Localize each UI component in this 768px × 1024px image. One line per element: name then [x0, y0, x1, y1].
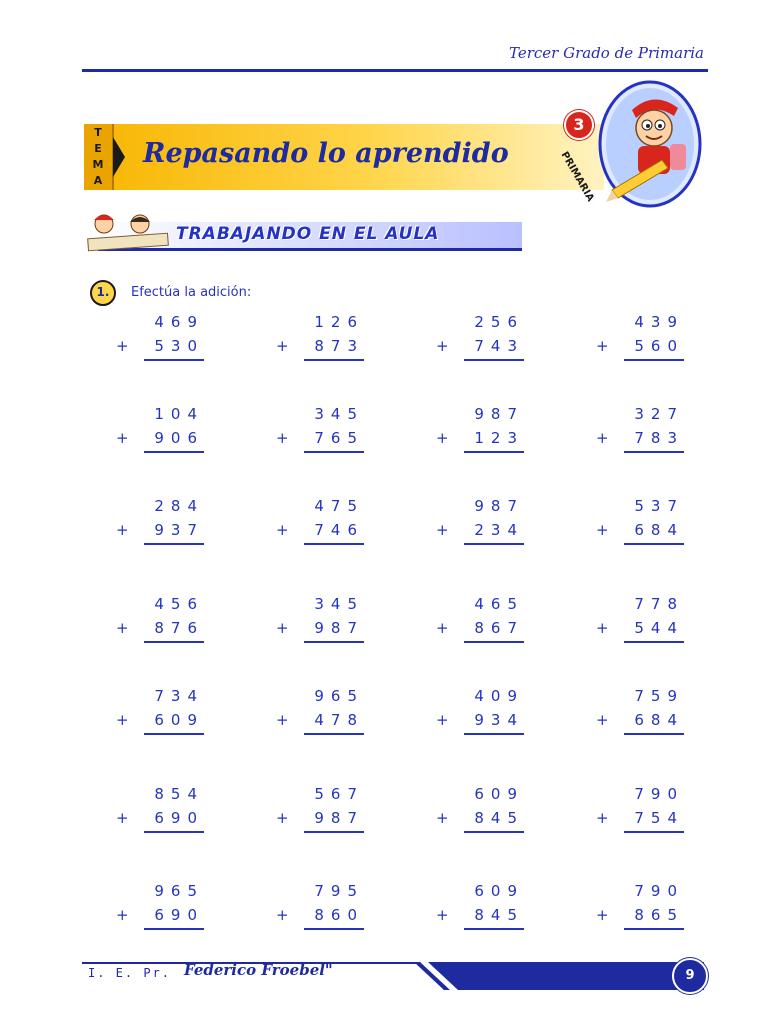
- exercise-instruction: Efectúa la adición:: [131, 285, 252, 300]
- addend-top: 537: [634, 497, 684, 515]
- sum-line: [144, 928, 204, 930]
- addition-problem: [116, 687, 226, 737]
- sum-line: [464, 831, 524, 833]
- addend-top: 439: [634, 313, 684, 331]
- addend-bottom: 478: [314, 711, 364, 729]
- tema-title: Repasando lo aprendido: [143, 138, 509, 169]
- addition-problem: [276, 595, 386, 645]
- tema-letter: T: [94, 126, 102, 139]
- addend-bottom: 690: [154, 809, 204, 827]
- sum-line: [464, 543, 524, 545]
- plus-sign: +: [436, 906, 449, 924]
- addend-bottom: 234: [474, 521, 524, 539]
- plus-sign: +: [596, 711, 609, 729]
- addition-problem: [276, 405, 386, 455]
- addend-bottom: 987: [314, 809, 364, 827]
- sum-line: [304, 543, 364, 545]
- plus-sign: +: [276, 337, 289, 355]
- addend-top: 987: [474, 497, 524, 515]
- addend-bottom: 865: [634, 906, 684, 924]
- plus-sign: +: [596, 809, 609, 827]
- tema-letter: M: [92, 158, 104, 171]
- sum-line: [464, 928, 524, 930]
- addition-problem: [436, 785, 546, 835]
- plus-sign: +: [116, 711, 129, 729]
- student-mascot-illustration: [592, 80, 702, 208]
- grade-badge: 3: [564, 110, 594, 140]
- addend-top: 126: [314, 313, 364, 331]
- sum-line: [304, 641, 364, 643]
- addend-top: 567: [314, 785, 364, 803]
- addend-bottom: 684: [634, 711, 684, 729]
- addition-problem: [436, 882, 546, 932]
- plus-sign: +: [436, 429, 449, 447]
- addend-bottom: 987: [314, 619, 364, 637]
- addition-problem: [596, 497, 706, 547]
- addition-problem: [436, 405, 546, 455]
- footer-school-prefix: I. E. Pr.: [88, 966, 172, 980]
- plus-sign: +: [116, 906, 129, 924]
- addend-bottom: 690: [154, 906, 204, 924]
- addend-bottom: 934: [474, 711, 524, 729]
- section-title: TRABAJANDO EN EL AULA: [176, 224, 440, 244]
- plus-sign: +: [116, 521, 129, 539]
- plus-sign: +: [276, 711, 289, 729]
- addition-problem: [116, 405, 226, 455]
- kids-writing-icon: [84, 210, 174, 252]
- addend-top: 469: [154, 313, 204, 331]
- plus-sign: +: [276, 521, 289, 539]
- sum-line: [144, 733, 204, 735]
- plus-sign: +: [276, 619, 289, 637]
- addend-top: 284: [154, 497, 204, 515]
- sum-line: [464, 359, 524, 361]
- plus-sign: +: [116, 809, 129, 827]
- plus-sign: +: [276, 906, 289, 924]
- plus-sign: +: [436, 619, 449, 637]
- addition-problem: [436, 687, 546, 737]
- plus-sign: +: [596, 429, 609, 447]
- addend-bottom: 765: [314, 429, 364, 447]
- addition-problem: [116, 595, 226, 645]
- sum-line: [464, 641, 524, 643]
- addend-bottom: 867: [474, 619, 524, 637]
- addend-bottom: 937: [154, 521, 204, 539]
- addition-problem: [116, 785, 226, 835]
- sum-line: [624, 733, 684, 735]
- addend-bottom: 530: [154, 337, 204, 355]
- footer-band: [414, 962, 704, 990]
- addend-bottom: 123: [474, 429, 524, 447]
- plus-sign: +: [596, 521, 609, 539]
- addition-problem: [276, 687, 386, 737]
- tema-tab: [84, 124, 114, 190]
- plus-sign: +: [596, 906, 609, 924]
- addition-problem: [596, 882, 706, 932]
- sum-line: [624, 451, 684, 453]
- plus-sign: +: [436, 711, 449, 729]
- addition-problem: [276, 785, 386, 835]
- addend-bottom: 743: [474, 337, 524, 355]
- sum-line: [144, 641, 204, 643]
- addend-bottom: 906: [154, 429, 204, 447]
- addition-problem: [116, 497, 226, 547]
- plus-sign: +: [276, 429, 289, 447]
- tema-letter: E: [94, 142, 102, 155]
- addend-top: 475: [314, 497, 364, 515]
- addend-top: 790: [634, 785, 684, 803]
- addend-bottom: 754: [634, 809, 684, 827]
- grade-badge-label: PRIMARIA: [558, 150, 596, 204]
- sum-line: [144, 831, 204, 833]
- plus-sign: +: [116, 429, 129, 447]
- addend-bottom: 845: [474, 906, 524, 924]
- addition-problem: [276, 882, 386, 932]
- sum-line: [624, 359, 684, 361]
- addend-top: 465: [474, 595, 524, 613]
- addend-bottom: 684: [634, 521, 684, 539]
- sum-line: [304, 359, 364, 361]
- addition-problem: [276, 497, 386, 547]
- addend-top: 965: [314, 687, 364, 705]
- addition-problem: [436, 497, 546, 547]
- addend-bottom: 783: [634, 429, 684, 447]
- addend-top: 456: [154, 595, 204, 613]
- addend-top: 795: [314, 882, 364, 900]
- footer-school-name: Federico Froebel": [184, 961, 333, 979]
- addend-top: 345: [314, 595, 364, 613]
- addend-top: 327: [634, 405, 684, 423]
- tema-letter: A: [93, 174, 103, 187]
- plus-sign: +: [116, 337, 129, 355]
- addend-top: 104: [154, 405, 204, 423]
- plus-sign: +: [436, 337, 449, 355]
- addend-top: 965: [154, 882, 204, 900]
- plus-sign: +: [596, 619, 609, 637]
- addend-top: 778: [634, 595, 684, 613]
- sum-line: [144, 359, 204, 361]
- addend-bottom: 845: [474, 809, 524, 827]
- addend-top: 609: [474, 785, 524, 803]
- addend-bottom: 746: [314, 521, 364, 539]
- addition-problem: [116, 882, 226, 932]
- plus-sign: +: [116, 619, 129, 637]
- addend-top: 987: [474, 405, 524, 423]
- addition-problem: [596, 687, 706, 737]
- addend-bottom: 609: [154, 711, 204, 729]
- sum-line: [144, 543, 204, 545]
- exercise-number: 1.: [96, 285, 110, 299]
- addition-problem: [436, 313, 546, 363]
- sum-line: [304, 733, 364, 735]
- addition-problem: [596, 595, 706, 645]
- addend-top: 609: [474, 882, 524, 900]
- addend-bottom: 876: [154, 619, 204, 637]
- addition-problem: [596, 313, 706, 363]
- sum-line: [624, 543, 684, 545]
- sum-line: [304, 928, 364, 930]
- sum-line: [624, 831, 684, 833]
- addend-top: 734: [154, 687, 204, 705]
- addition-problem: [596, 785, 706, 835]
- addend-bottom: 873: [314, 337, 364, 355]
- addend-bottom: 544: [634, 619, 684, 637]
- addend-top: 854: [154, 785, 204, 803]
- addend-bottom: 860: [314, 906, 364, 924]
- sum-line: [464, 451, 524, 453]
- sum-line: [464, 733, 524, 735]
- sum-line: [624, 928, 684, 930]
- plus-sign: +: [596, 337, 609, 355]
- addend-top: 256: [474, 313, 524, 331]
- addend-top: 345: [314, 405, 364, 423]
- addend-top: 759: [634, 687, 684, 705]
- addition-problem: [436, 595, 546, 645]
- addend-top: 790: [634, 882, 684, 900]
- page-header-grade: Tercer Grado de Primaria: [509, 44, 704, 62]
- addition-problem: [116, 313, 226, 363]
- arrow-right-icon: [113, 137, 125, 177]
- plus-sign: +: [276, 809, 289, 827]
- addition-problem: [596, 405, 706, 455]
- plus-sign: +: [436, 521, 449, 539]
- plus-sign: +: [436, 809, 449, 827]
- sum-line: [304, 831, 364, 833]
- sum-line: [304, 451, 364, 453]
- addend-top: 409: [474, 687, 524, 705]
- addend-bottom: 560: [634, 337, 684, 355]
- addition-problem: [276, 313, 386, 363]
- sum-line: [624, 641, 684, 643]
- page-number: 9: [672, 958, 708, 994]
- sum-line: [144, 451, 204, 453]
- header-divider: [82, 69, 708, 72]
